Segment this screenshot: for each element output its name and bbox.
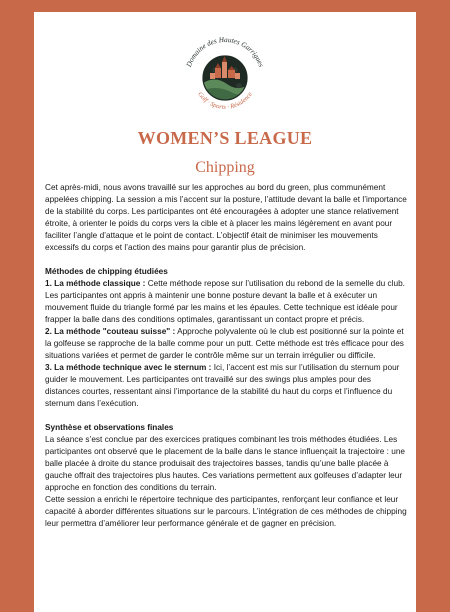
page-title: WOMEN’S LEAGUE — [137, 128, 313, 148]
methods-heading: Méthodes de chipping étudiées — [45, 267, 168, 276]
intro-paragraph: Cet après-midi, nous avons travaillé sur les approches au bord du green, plus communément appelées chipping. La session a mis l’accent sur la posture, l’attitude devant la balle et l’importance de la stabilité du corps. Les participantes ont été encouragées à adopter une stance relativement étroite, à orienter le poids du corps vers la cible et à placer les mains légèrement en avant pour faciliter l’angle d’attaque et le point de contact. L’objectif était de minimiser les mouvements excessifs du corps et l’action des mains pour garantir plus de précision. — [45, 183, 407, 252]
method-item — [45, 362, 407, 410]
method-text: Cette méthode repose sur l’utilisation du rebond de la semelle du club. Les participantes ont appris à maintenir une bonne posture devant la balle et à exécuter un mouvement fluide du triangle formé par les mains et les épaules. Cette technique est idéale pour frapper la balle dans des conditions optimales, garantissant un contact propre et précis. — [45, 279, 405, 324]
document-page — [34, 12, 416, 612]
synthesis-paragraph: La séance s’est conclue par des exercices pratiques combinant les trois méthodes étudiées. Les participantes ont observé que le placement de la balle dans le stance influençait la trajectoire : une balle placée à droite du stance produisait des trajectoires basses, tandis qu’une balle placée à gauche offrait des trajectoires plus hautes. Ces variations permettent aux golfeuses d’adapter leur approche en fonction des conditions du terrain. — [45, 435, 406, 492]
golf-domain-logo-icon — [175, 26, 275, 126]
method-label: 1. La méthode classique : — [45, 279, 146, 288]
method-item — [45, 278, 407, 326]
method-label: 3. La méthode technique avec le sternum : — [45, 363, 212, 372]
method-text: Approche polyvalente où le club est positionné sur la pointe et la golfeuse se rapproche de la balle comme pour un putt. Cette méthode est très efficace pour des situations variées et permet de garder le contrôle même sur un terrain irrégulier ou difficile. — [45, 327, 404, 360]
method-item — [45, 326, 407, 362]
spacer — [45, 254, 407, 266]
method-text: Ici, l’accent est mis sur l’utilisation du sternum pour guider le mouvement. Les participantes ont travaillé sur des swings plus amples pour des distances courtes, ressentant ainsi l’importance de la stabilité du haut du corps et l’influence du sternum dans l’exécution. — [45, 363, 400, 408]
logo-tagline: Golf · Sports · Résidence — [196, 90, 254, 111]
synthesis-heading: Synthèse et observations finales — [45, 423, 174, 432]
logo — [34, 26, 416, 126]
method-label: 2. La méthode "couteau suisse" : — [45, 327, 176, 336]
page-subtitle: Chipping — [195, 159, 255, 176]
spacer — [45, 410, 407, 422]
logo-arc-text: Domaine des Hautes Garrigues — [184, 35, 266, 69]
article-body — [45, 182, 407, 530]
synthesis-paragraph: Cette session a enrichi le répertoire technique des participantes, renforçant leur confiance et leur capacité à aborder différentes situations sur le parcours. L’intégration de ces méthodes de chipping leur permettra d’améliorer leur performance générale et de gagner en précision. — [45, 495, 407, 528]
